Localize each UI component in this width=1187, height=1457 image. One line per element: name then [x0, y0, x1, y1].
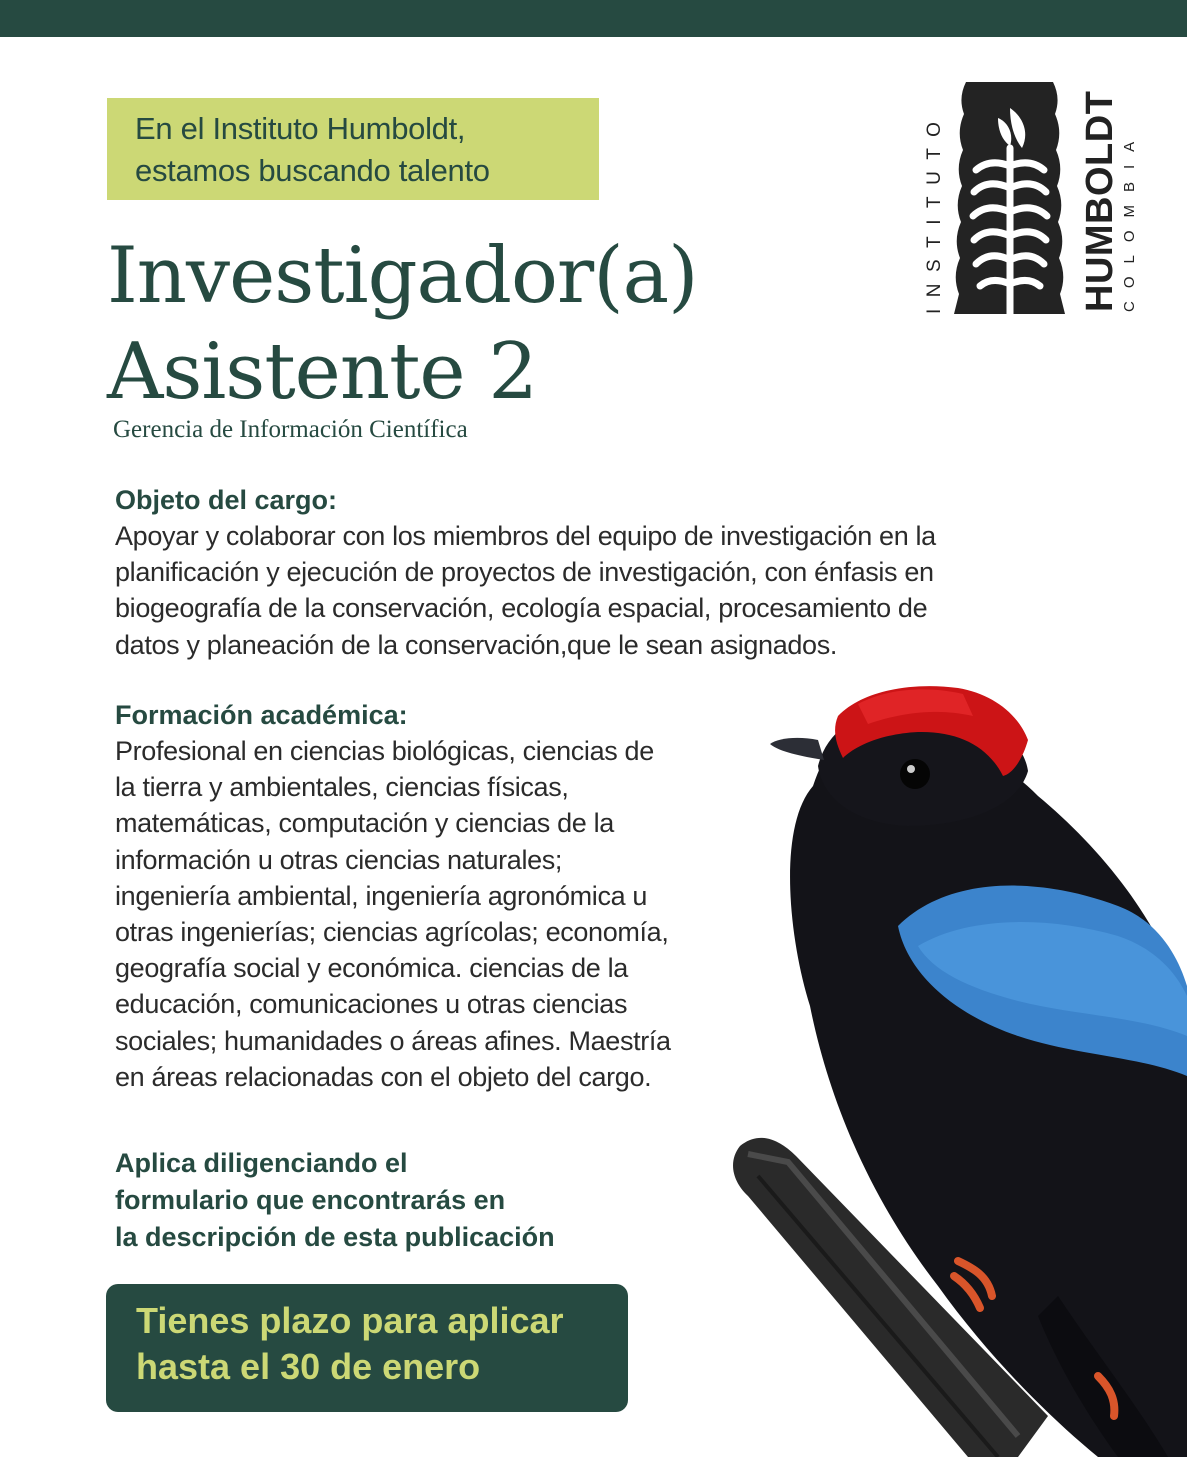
- deadline-box: [106, 1284, 628, 1412]
- objeto-line: Apoyar y colaborar con los miembros del equipo de investigación en la: [115, 521, 936, 551]
- humboldt-logo: [918, 78, 1140, 318]
- formacion-line: sociales; humanidades o áreas afines. Maestría: [115, 1025, 671, 1056]
- formacion-section: [115, 697, 671, 1095]
- formacion-line: Profesional en ciencias biológicas, ciencias de: [115, 736, 654, 766]
- formacion-line: en áreas relacionadas con el objeto del cargo.: [115, 1061, 652, 1092]
- job-title: [107, 228, 698, 420]
- objeto-line: datos y planeación de la conservación,que le sean asignados.: [115, 629, 838, 660]
- formacion-line: educación, comunicaciones u otras ciencias: [115, 989, 628, 1020]
- logo-word-colombia: COLOMBIA: [1121, 128, 1138, 312]
- fern-leaf-icon: [947, 82, 1072, 314]
- formacion-line: otras ingenierías; ciencias agrícolas; economía,: [115, 917, 669, 948]
- job-title-line-2: Asistente 2: [107, 327, 537, 417]
- formacion-line: matemáticas, computación y ciencias de la: [115, 808, 614, 839]
- top-bar: [0, 0, 1187, 37]
- formacion-line: la tierra y ambientales, ciencias físicas,: [115, 772, 569, 803]
- objeto-line: planificación y ejecución de proyectos de investigación, con énfasis en: [115, 557, 934, 588]
- department-subtitle: Gerencia de Información Científica: [113, 416, 468, 443]
- apply-line-1: Aplica diligenciando el: [115, 1148, 408, 1178]
- objeto-line: biogeografía de la conservación, ecología espacial, procesamiento de: [115, 593, 928, 624]
- objeto-heading: Objeto del cargo:: [115, 485, 338, 515]
- deadline-line-1: Tienes plazo para aplicar: [136, 1300, 564, 1341]
- apply-line-3: la descripción de esta publicación: [115, 1222, 555, 1252]
- tagline-banner: [107, 98, 599, 200]
- apply-line-2: formulario que encontrarás en: [115, 1185, 506, 1215]
- deadline-line-2: hasta el 30 de enero: [136, 1346, 481, 1387]
- formacion-line: información u otras ciencias naturales;: [115, 844, 563, 875]
- job-title-line-1: Investigador(a): [107, 231, 698, 321]
- logo-word-humboldt: HUMBOLDT: [1079, 90, 1121, 312]
- formacion-line: ingeniería ambiental, ingeniería agronómica u: [115, 880, 648, 911]
- logo-word-instituto: INSTITUTO: [924, 110, 945, 314]
- manakin-bird-image: [718, 676, 1187, 1457]
- apply-instructions: [115, 1145, 555, 1256]
- formacion-heading: Formación académica:: [115, 700, 408, 730]
- tagline-line-2: estamos buscando talento: [135, 153, 490, 188]
- tagline-line-1: En el Instituto Humboldt,: [135, 111, 466, 146]
- objeto-section: [115, 482, 936, 663]
- formacion-line: geografía social y económica. ciencias de la: [115, 953, 628, 984]
